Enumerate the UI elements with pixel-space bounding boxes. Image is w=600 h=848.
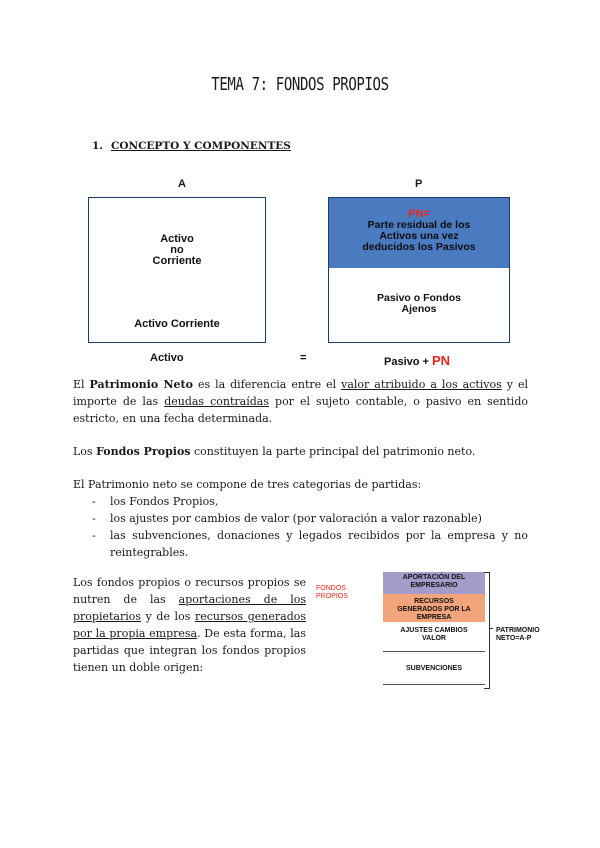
paragraph-doble-origen bbox=[73, 574, 306, 676]
recur-line3: EMPRESA bbox=[416, 614, 452, 621]
fondos-propios-label bbox=[316, 585, 348, 601]
pasivo-fondos-ajenos bbox=[329, 293, 509, 315]
section-number: 1. bbox=[92, 140, 103, 152]
anc-line2: no bbox=[170, 244, 184, 256]
subvenciones-block: SUBVENCIONES bbox=[383, 665, 485, 679]
p1-underline1: valor atribuido a los activos bbox=[341, 378, 502, 391]
activo-corriente: Activo Corriente bbox=[134, 318, 220, 330]
p4-underline2: recursos generados por la propia empresa bbox=[73, 610, 307, 640]
ajustes-cambios-valor-block bbox=[383, 627, 485, 647]
pasivo-line1: Pasivo o Fondos bbox=[376, 292, 461, 304]
categorias-list bbox=[92, 493, 528, 561]
anc-line3: Corriente bbox=[152, 255, 202, 267]
activo-no-corriente bbox=[89, 234, 265, 267]
pn-def-line1: Parte residual de los bbox=[367, 219, 471, 231]
p2-text1: Los bbox=[73, 445, 97, 458]
bottom-pasivo: Pasivo + bbox=[384, 356, 429, 368]
list-item: - los Fondos Propios, bbox=[92, 495, 219, 508]
list-item: - los ajustes por cambios de valor (por valoración a valor razonable) bbox=[92, 512, 482, 525]
equals-sign: = bbox=[300, 352, 307, 364]
bottom-pasivo-pn bbox=[384, 353, 450, 368]
ajust-line2: VALOR bbox=[422, 635, 446, 642]
p1-bold: Patrimonio Neto bbox=[89, 378, 193, 391]
pn-def-line3: deducidos los Pasivos bbox=[362, 241, 476, 253]
paragraph-fondos-propios bbox=[73, 443, 528, 460]
divider-line bbox=[383, 651, 485, 652]
list-item: - las subvenciones, donaciones y legados recibidos por la empresa y no reintegrables. bbox=[92, 529, 528, 559]
patrimonio-brace bbox=[484, 572, 490, 689]
recur-line1: RECURSOS bbox=[414, 598, 454, 605]
page-title: TEMA 7: FONDOS PROPIOS bbox=[211, 74, 389, 95]
section-heading-text: CONCEPTO Y COMPONENTES bbox=[110, 140, 291, 152]
p1-text4: por el sujeto contable, o pasivo en sentido estricto, en una fecha determinada. bbox=[73, 395, 528, 425]
p4-text1: Los fondos propios o recursos propios se nutren de las bbox=[73, 576, 306, 606]
section-heading bbox=[92, 140, 291, 152]
paragraph-categorias: El Patrimonio neto se compone de tres categorias de partidas: bbox=[73, 478, 422, 491]
bottom-pn: PN bbox=[432, 353, 451, 368]
pasivo-box bbox=[328, 197, 510, 343]
aportacion-empresario-block bbox=[383, 572, 485, 594]
p1-underline2: deudas contraídas bbox=[164, 395, 269, 408]
patri-line1: PATRIMONIO bbox=[496, 627, 540, 634]
p1-text2: es la diferencia entre el bbox=[192, 378, 342, 391]
p2-text2: constituyen la parte principal del patrimonio neto. bbox=[190, 445, 476, 458]
paragraph-patrimonio-neto bbox=[73, 376, 528, 427]
patrimonio-neto-label bbox=[496, 627, 540, 643]
anc-line1: Activo bbox=[160, 233, 194, 245]
diagram-label-a: A bbox=[178, 178, 186, 190]
aport-line1: APORTACIÓN DEL bbox=[402, 574, 466, 581]
p4-text3: . De esta forma, las partidas que integran los fondos propios tienen un doble origen: bbox=[73, 627, 307, 674]
pn-label: PN= bbox=[408, 208, 430, 220]
list-item-text: los Fondos Propios, bbox=[110, 495, 219, 508]
activo-box bbox=[88, 197, 266, 343]
list-item-text: las subvenciones, donaciones y legados recibidos por la empresa y no reintegrables. bbox=[110, 529, 528, 559]
recursos-generados-block bbox=[383, 594, 485, 622]
recur-line2: GENERADOS POR LA bbox=[397, 606, 471, 613]
p1-text3: y el importe de las bbox=[73, 378, 528, 408]
patri-line2: NETO=A-P bbox=[496, 635, 532, 642]
pasivo-line2: Ajenos bbox=[401, 303, 437, 315]
ajust-line1: AJUSTES CAMBIOS bbox=[400, 627, 468, 634]
fp-line2: PROPIOS bbox=[316, 593, 348, 600]
pn-definition bbox=[329, 220, 509, 253]
fp-line1: FONDOS bbox=[316, 585, 346, 592]
p1-text1: El bbox=[73, 378, 90, 391]
diagram-label-p: P bbox=[415, 178, 423, 190]
p4-text2: y de los bbox=[141, 610, 195, 623]
bottom-activo: Activo bbox=[150, 352, 184, 364]
aport-line2: EMPRESARIO bbox=[410, 582, 458, 589]
list-item-text: los ajustes por cambios de valor (por valoración a valor razonable) bbox=[110, 512, 482, 525]
p2-bold: Fondos Propios bbox=[96, 445, 191, 458]
divider-line bbox=[383, 684, 485, 685]
pn-def-line2: Activos una vez bbox=[379, 230, 459, 242]
p4-underline1: aportaciones de los propietarios bbox=[73, 593, 306, 623]
brace-tip bbox=[489, 628, 493, 629]
